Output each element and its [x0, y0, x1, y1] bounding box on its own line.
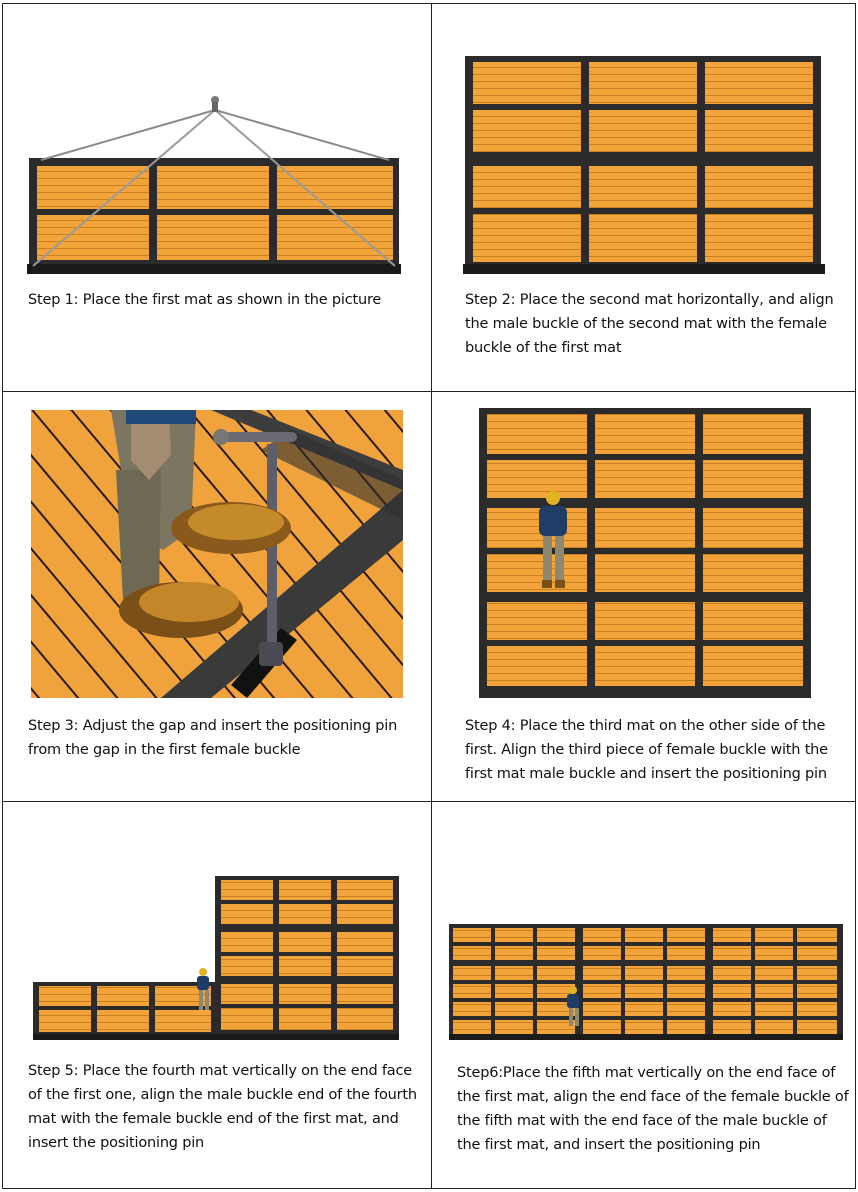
step-3-illustration: [31, 410, 403, 698]
step-5-illustration: [31, 876, 403, 1042]
step-2-caption: Step 2: Place the second mat horizontally, and align the male buckle of the second mat with the female buckle of the first mat: [465, 292, 834, 356]
step-5-caption: Step 5: Place the fourth mat vertically on the end face of the first one, align the male buckle end of the fourth mat with the female buckle end of the first mat, and insert the positioning pin: [28, 1063, 417, 1151]
step-6-illustration: [449, 924, 843, 1040]
step-1-cell: [3, 4, 431, 391]
step-4-illustration: [479, 408, 811, 698]
step-4-cell: [431, 392, 857, 801]
step-5-cell: [3, 802, 431, 1190]
step-2-illustration: [463, 54, 825, 276]
step-3-cell: [3, 392, 431, 801]
step-6-caption: Step6:Place the fifth mat vertically on the end face of the first mat, align the end face of the female buckle of the fifth mat with the end face of the male buckle of the first mat, and insert the positioning pin: [457, 1065, 849, 1153]
step-1-caption: Step 1: Place the first mat as shown in the picture: [28, 292, 382, 308]
step-3-caption: Step 3: Adjust the gap and insert the positioning pin from the gap in the first female buckle: [28, 718, 398, 758]
step-1-illustration: [27, 88, 407, 278]
step-2-cell: [431, 4, 857, 391]
step-6-cell: [431, 802, 857, 1190]
instruction-grid: [2, 3, 856, 1189]
step-4-caption: Step 4: Place the third mat on the other side of the first. Align the third piece of female buckle with the first mat male buckle and insert the positioning pin: [465, 718, 828, 782]
